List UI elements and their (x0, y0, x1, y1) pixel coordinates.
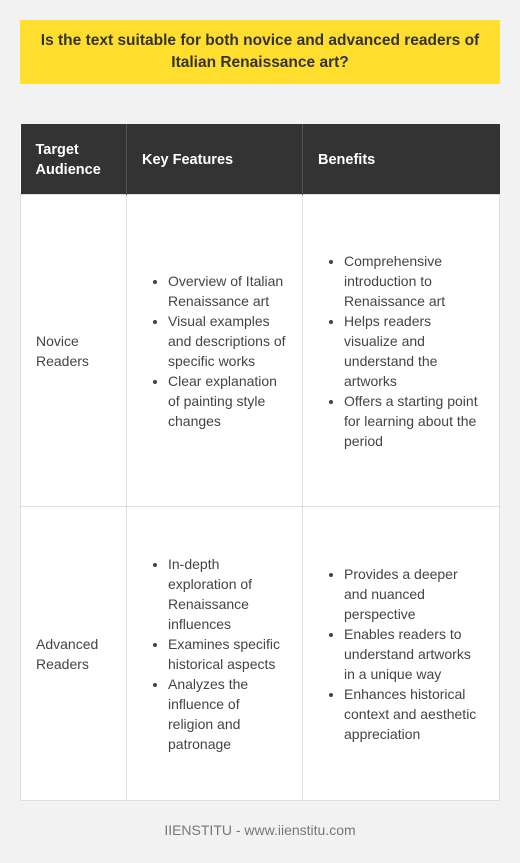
header-benefits: Benefits (303, 124, 500, 195)
features-cell (127, 195, 303, 507)
page-title: Is the text suitable for both novice and advanced readers of Italian Renaissance art? (40, 32, 480, 71)
list-item: • Offers a starting point for learning about the period (344, 391, 484, 451)
benefits-list (318, 251, 484, 451)
features-cell (127, 507, 303, 801)
audience-cell: Novice Readers (21, 195, 127, 507)
table-row (21, 507, 500, 801)
title-banner (20, 20, 500, 84)
header-target-audience: Target Audience (21, 124, 127, 195)
list-item: • Enables readers to understand artworks in a unique way (344, 624, 484, 684)
list-item: • Overview of Italian Renaissance art (168, 271, 287, 311)
benefits-cell (303, 195, 500, 507)
list-item: • In-depth exploration of Renaissance influences (168, 554, 287, 634)
list-item: • Comprehensive introduction to Renaissance art (344, 251, 484, 311)
list-item: • Helps readers visualize and understand the artworks (344, 311, 484, 391)
features-list (142, 554, 287, 754)
list-item: • Analyzes the influence of religion and patronage (168, 674, 287, 754)
table-header-row (21, 124, 500, 195)
comparison-table (20, 124, 500, 801)
audience-cell: Advanced Readers (21, 507, 127, 801)
list-item: • Clear explanation of painting style changes (168, 371, 287, 431)
features-list (142, 271, 287, 431)
list-item: • Provides a deeper and nuanced perspective (344, 564, 484, 624)
list-item: • Visual examples and descriptions of specific works (168, 311, 287, 371)
list-item: • Enhances historical context and aesthetic appreciation (344, 684, 484, 744)
footer-credit: IIENSTITU - www.iienstitu.com (164, 822, 356, 838)
list-item: • Examines specific historical aspects (168, 634, 287, 674)
header-key-features: Key Features (127, 124, 303, 195)
table-row (21, 195, 500, 507)
benefits-list (318, 564, 484, 744)
benefits-cell (303, 507, 500, 801)
